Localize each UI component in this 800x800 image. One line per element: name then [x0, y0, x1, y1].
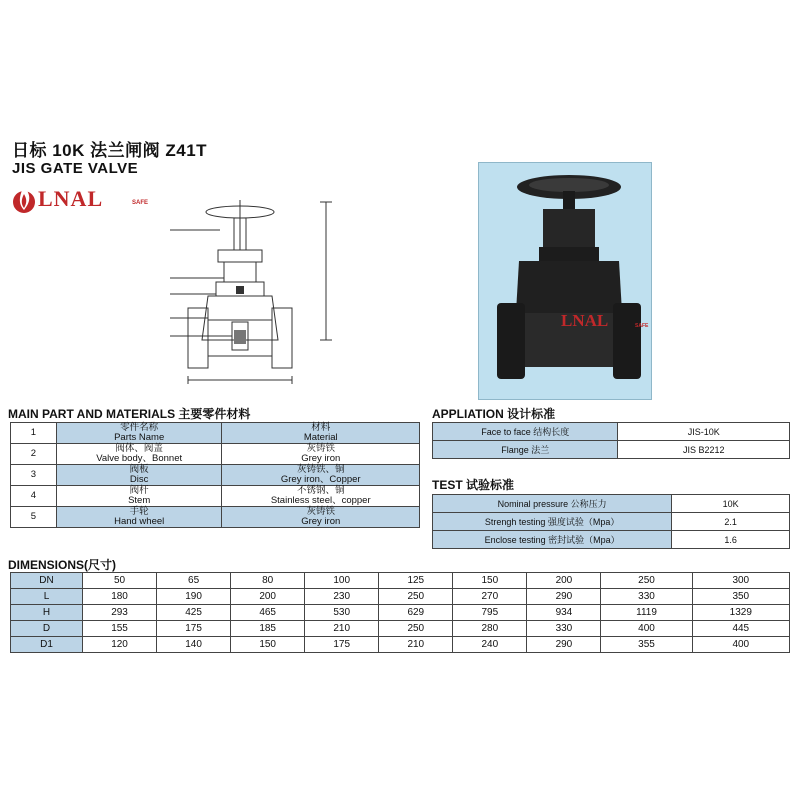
part-material-cell — [222, 444, 420, 465]
part-material-en: Material — [303, 432, 338, 443]
dimension-value: 190 — [157, 589, 231, 605]
part-name-cn: 阀体、阀盖 — [115, 443, 163, 454]
dimension-value: 80 — [231, 573, 305, 589]
part-name-cell — [56, 486, 222, 507]
part-material-cn: 灰铸铁 — [306, 506, 335, 517]
part-name-cn: 手轮 — [129, 506, 149, 517]
dimension-value: 330 — [527, 621, 601, 637]
dimension-value: 240 — [453, 637, 527, 653]
application-label: Face to face 结构长度 — [433, 423, 618, 441]
part-material-en: Stainless steel、copper — [270, 495, 371, 506]
test-value: 2.1 — [672, 513, 790, 531]
part-no: 4 — [11, 486, 57, 507]
application-label: Flange 法兰 — [433, 441, 618, 459]
table-row — [11, 423, 420, 444]
dimension-value: 350 — [692, 589, 789, 605]
title-english: JIS GATE VALVE — [12, 160, 139, 177]
part-name-cn: 零件名称 — [120, 422, 159, 433]
dimensions-section-title: DIMENSIONS(尺寸) — [8, 558, 117, 572]
table-row — [433, 495, 790, 513]
part-name-cn: 阀板 — [129, 464, 149, 475]
part-name-en: Stem — [128, 495, 151, 506]
part-material-cell — [222, 465, 420, 486]
table-row — [11, 444, 420, 465]
table-row — [11, 589, 790, 605]
dimension-value: 293 — [83, 605, 157, 621]
part-name-en: Hand wheel — [114, 516, 165, 527]
dimension-value: 150 — [453, 573, 527, 589]
test-value: 10K — [672, 495, 790, 513]
photo-logo-text: LNAL — [561, 311, 609, 330]
dimension-value: 50 — [83, 573, 157, 589]
application-value: JIS B2212 — [618, 441, 790, 459]
parts-section-title: MAIN PART AND MATERIALS 主要零件材料 — [8, 407, 251, 421]
part-material-en: Grey iron、Copper — [280, 474, 361, 485]
application-value: JIS-10K — [618, 423, 790, 441]
dimension-value: 934 — [527, 605, 601, 621]
dimensions-table — [10, 572, 790, 653]
logo-text: LNAL — [38, 186, 104, 211]
test-value: 1.6 — [672, 531, 790, 549]
table-row — [433, 531, 790, 549]
dimension-value: 629 — [379, 605, 453, 621]
dimension-value: 795 — [453, 605, 527, 621]
dimension-value: 100 — [305, 573, 379, 589]
table-row — [11, 637, 790, 653]
part-material-cn: 灰铸铁、铜 — [296, 464, 345, 475]
table-row — [433, 441, 790, 459]
valve-section-drawing — [150, 190, 340, 390]
dimension-value: 155 — [83, 621, 157, 637]
dimension-value: 65 — [157, 573, 231, 589]
dimension-value: 210 — [379, 637, 453, 653]
dimension-value: 250 — [601, 573, 692, 589]
dimension-value: 530 — [305, 605, 379, 621]
part-material-en: Grey iron — [301, 453, 341, 464]
test-label: Strengh testing 强度试验（Mpa） — [433, 513, 672, 531]
table-row — [433, 513, 790, 531]
dimension-value: 400 — [692, 637, 789, 653]
dimension-value: 250 — [379, 589, 453, 605]
part-no: 5 — [11, 507, 57, 528]
dimension-value: 400 — [601, 621, 692, 637]
title-chinese: 日标 10K 法兰闸阀 Z41T — [12, 141, 208, 160]
parts-table — [10, 422, 420, 528]
dimension-value: 150 — [231, 637, 305, 653]
dimension-value: 175 — [305, 637, 379, 653]
dimension-value: 290 — [527, 637, 601, 653]
dimension-value: 330 — [601, 589, 692, 605]
part-no: 3 — [11, 465, 57, 486]
part-material-cell — [222, 486, 420, 507]
part-name-cell — [56, 507, 222, 528]
product-photo — [478, 162, 652, 400]
part-name-cell — [56, 465, 222, 486]
test-section-title: TEST 试验标准 — [432, 478, 515, 492]
part-material-cn: 材料 — [311, 422, 331, 433]
part-material-cell — [222, 423, 420, 444]
flame-icon — [10, 182, 38, 216]
table-row — [11, 573, 790, 589]
dimension-value: 300 — [692, 573, 789, 589]
application-section-title: APPLIATION 设计标准 — [432, 407, 556, 421]
part-name-cn: 阀杆 — [129, 485, 149, 496]
dimension-label: DN — [11, 573, 83, 589]
part-material-en: Grey iron — [301, 516, 341, 527]
test-label: Nominal pressure 公称压力 — [433, 495, 672, 513]
dimension-label: D — [11, 621, 83, 637]
dimension-value: 270 — [453, 589, 527, 605]
photo-logo-subtext: SAFE — [635, 323, 649, 329]
part-material-cn: 不锈钢、铜 — [296, 485, 345, 496]
part-no: 2 — [11, 444, 57, 465]
dimension-value: 445 — [692, 621, 789, 637]
dimension-label: D1 — [11, 637, 83, 653]
table-row — [11, 605, 790, 621]
table-row — [11, 621, 790, 637]
part-name-cell — [56, 444, 222, 465]
dimension-label: H — [11, 605, 83, 621]
part-material-cn: 灰铸铁 — [306, 443, 335, 454]
dimension-value: 210 — [305, 621, 379, 637]
gate-valve-image — [479, 163, 651, 399]
dimension-value: 180 — [83, 589, 157, 605]
application-table — [432, 422, 790, 459]
part-name-cell — [56, 423, 222, 444]
part-name-en: Parts Name — [114, 432, 165, 443]
table-row — [11, 486, 420, 507]
dimension-label: L — [11, 589, 83, 605]
dimension-value: 290 — [527, 589, 601, 605]
dimension-value: 200 — [231, 589, 305, 605]
dimension-value: 1329 — [692, 605, 789, 621]
test-label: Enclose testing 密封试验（Mpa） — [433, 531, 672, 549]
dimension-value: 250 — [379, 621, 453, 637]
dimension-value: 125 — [379, 573, 453, 589]
dimension-value: 1119 — [601, 605, 692, 621]
logo-subtext: SAFE — [132, 200, 149, 206]
part-no: 1 — [11, 423, 57, 444]
table-row — [433, 423, 790, 441]
table-row — [11, 507, 420, 528]
dimension-value: 140 — [157, 637, 231, 653]
part-name-en: Valve body、Bonnet — [96, 453, 183, 464]
part-name-en: Disc — [129, 474, 149, 485]
dimension-value: 230 — [305, 589, 379, 605]
test-table — [432, 494, 790, 549]
dimension-value: 175 — [157, 621, 231, 637]
brand-logo — [10, 182, 160, 216]
dimension-value: 280 — [453, 621, 527, 637]
part-material-cell — [222, 507, 420, 528]
dimension-value: 120 — [83, 637, 157, 653]
dimension-value: 425 — [157, 605, 231, 621]
dimension-value: 185 — [231, 621, 305, 637]
dimension-value: 200 — [527, 573, 601, 589]
dimension-value: 465 — [231, 605, 305, 621]
table-row — [11, 465, 420, 486]
dimension-value: 355 — [601, 637, 692, 653]
